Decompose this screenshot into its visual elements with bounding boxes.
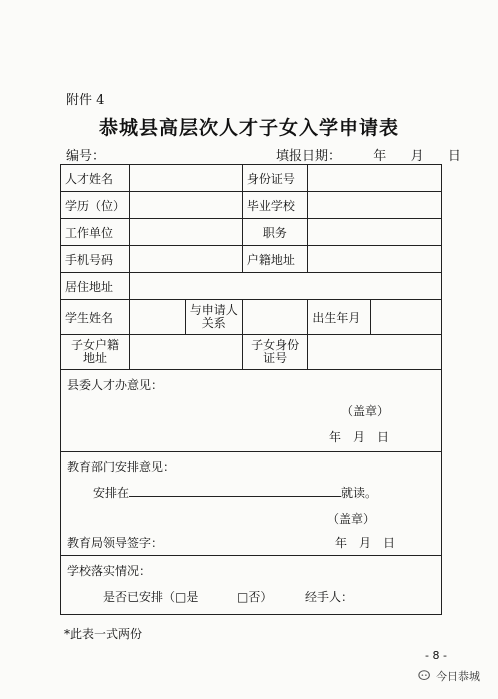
child-id-label-line1: 子女身份 bbox=[251, 338, 300, 352]
student-name-label: 学生姓名 bbox=[61, 300, 130, 335]
child-household-field[interactable] bbox=[130, 335, 243, 370]
report-date-day: 日 bbox=[447, 149, 461, 164]
copies-note: *此表一式两份 bbox=[64, 627, 143, 641]
graduate-school-label: 毕业学校 bbox=[242, 192, 308, 219]
arranged-question[interactable]: 是否已安排（□是 bbox=[103, 590, 199, 604]
child-household-label bbox=[61, 335, 130, 370]
chat-bubble-icon bbox=[418, 669, 432, 683]
id-number-field[interactable] bbox=[308, 165, 442, 192]
report-date-month: 月 bbox=[410, 149, 424, 164]
work-unit-label: 工作单位 bbox=[61, 219, 130, 246]
education-label: 学历（位） bbox=[61, 192, 130, 219]
table-row bbox=[61, 273, 442, 300]
report-date-label: 填报日期： bbox=[276, 149, 342, 164]
child-id-label-line2: 证号 bbox=[263, 351, 288, 365]
report-date bbox=[276, 145, 461, 164]
id-number-label: 身份证号 bbox=[242, 165, 308, 192]
talent-name-label: 人才姓名 bbox=[61, 165, 130, 192]
county-opinion-label: 县委人才办意见： bbox=[67, 378, 164, 392]
position-label: 职务 bbox=[242, 219, 308, 246]
table-row bbox=[61, 370, 442, 452]
education-field[interactable] bbox=[130, 192, 243, 219]
page-number: - 8 - bbox=[425, 649, 447, 662]
handler-label: 经手人： bbox=[305, 590, 354, 604]
student-name-field[interactable] bbox=[130, 300, 186, 335]
talent-name-field[interactable] bbox=[130, 165, 243, 192]
arrangement-line bbox=[93, 484, 377, 501]
relation-label bbox=[185, 300, 242, 335]
arranged-no-option[interactable]: □否） bbox=[237, 590, 273, 604]
table-row bbox=[61, 335, 442, 370]
table-row bbox=[61, 300, 442, 335]
birth-date-field[interactable] bbox=[371, 300, 442, 335]
arrangement-suffix: 就读。 bbox=[341, 486, 378, 500]
attachment-label: 附件 4 bbox=[66, 93, 105, 108]
household-address-label: 户籍地址 bbox=[242, 246, 308, 273]
education-opinion-label: 教育部门安排意见： bbox=[67, 460, 176, 474]
education-opinion-section bbox=[61, 452, 442, 556]
county-date: 年 月 日 bbox=[329, 430, 390, 444]
relation-field[interactable] bbox=[242, 300, 308, 335]
table-row bbox=[61, 246, 442, 273]
watermark bbox=[418, 668, 480, 684]
residence-address-label: 居住地址 bbox=[61, 273, 130, 300]
graduate-school-field[interactable] bbox=[308, 192, 442, 219]
arrangement-prefix: 安排在 bbox=[93, 486, 130, 500]
county-opinion-section bbox=[61, 370, 442, 452]
education-leader-sign-label: 教育局领导签字： bbox=[67, 536, 164, 550]
mobile-label: 手机号码 bbox=[61, 246, 130, 273]
school-status-section bbox=[61, 556, 442, 615]
table-row bbox=[61, 192, 442, 219]
table-row bbox=[61, 219, 442, 246]
arrangement-school-field[interactable] bbox=[129, 485, 341, 497]
watermark-text: 今日恭城 bbox=[436, 670, 480, 683]
child-id-field[interactable] bbox=[308, 335, 442, 370]
table-row bbox=[61, 556, 442, 615]
child-household-label-line1: 子女户籍 bbox=[71, 338, 120, 352]
household-address-field[interactable] bbox=[308, 246, 442, 273]
education-seal: （盖章） bbox=[327, 512, 376, 526]
residence-address-field[interactable] bbox=[130, 273, 442, 300]
mobile-field[interactable] bbox=[130, 246, 243, 273]
child-household-label-line2: 地址 bbox=[83, 351, 108, 365]
birth-date-label: 出生年月 bbox=[308, 300, 371, 335]
county-seal: （盖章） bbox=[341, 404, 390, 418]
report-date-year: 年 bbox=[373, 149, 387, 164]
work-unit-field[interactable] bbox=[130, 219, 243, 246]
education-date: 年 月 日 bbox=[335, 536, 396, 550]
table-row bbox=[61, 452, 442, 556]
table-row bbox=[61, 165, 442, 192]
number-label: 编号： bbox=[66, 149, 106, 164]
relation-label-line1: 与申请人 bbox=[189, 303, 238, 317]
school-status-label: 学校落实情况： bbox=[67, 564, 152, 578]
relation-label-line2: 关系 bbox=[201, 316, 226, 330]
form-title: 恭城县高层次人才子女入学申请表 bbox=[98, 117, 399, 139]
position-field[interactable] bbox=[308, 219, 442, 246]
application-form-table bbox=[60, 164, 442, 615]
child-id-label bbox=[242, 335, 308, 370]
